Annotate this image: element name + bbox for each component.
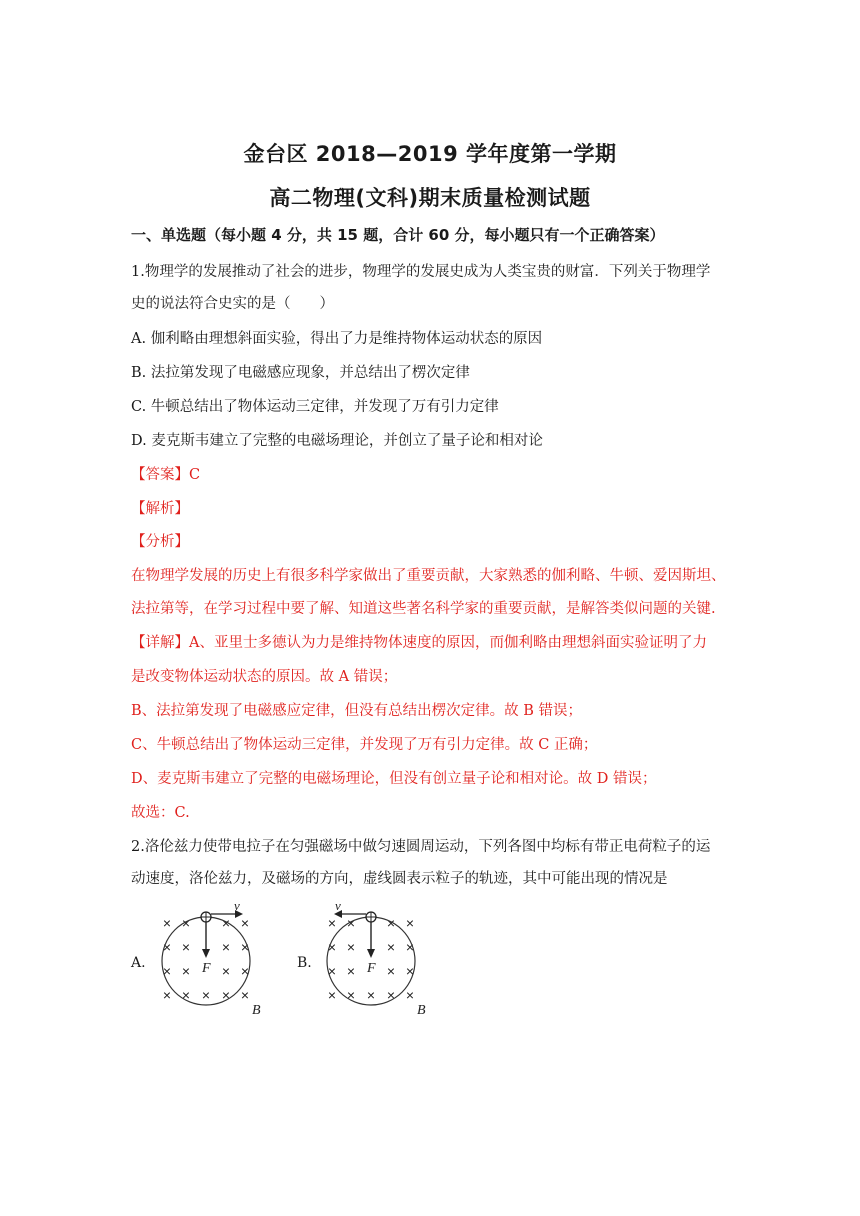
svg-text:×: × bbox=[327, 915, 337, 931]
svg-text:×: × bbox=[327, 939, 337, 955]
svg-text:×: × bbox=[240, 939, 250, 955]
svg-text:×: × bbox=[386, 939, 396, 955]
svg-text:×: × bbox=[346, 987, 356, 1003]
svg-text:×: × bbox=[346, 915, 356, 931]
svg-text:×: × bbox=[240, 963, 250, 979]
q1-choice: 故选：C. bbox=[131, 805, 190, 821]
svg-text:×: × bbox=[346, 963, 356, 979]
document-title: 金台区 2018—2019 学年度第一学期 bbox=[243, 142, 617, 166]
q1-stem-line1: 1.物理学的发展推动了社会的进步，物理学的发展史成为人类宝贵的财富．下列关于物理学 bbox=[131, 264, 711, 280]
q1-detail-c: C、牛顿总结出了物体运动三定律，并发现了万有引力定律。故 C 正确； bbox=[131, 737, 598, 753]
svg-text:×: × bbox=[181, 939, 191, 955]
figure-b-label: B. bbox=[297, 955, 312, 971]
q1-option-d: D. 麦克斯韦建立了完整的电磁场理论，并创立了量子论和相对论 bbox=[131, 433, 543, 449]
document-subtitle: 高二物理(文科)期末质量检测试题 bbox=[269, 186, 591, 210]
figure-a-label: A. bbox=[131, 955, 146, 971]
figure-b-diagram bbox=[315, 900, 430, 1020]
svg-text:×: × bbox=[405, 915, 415, 931]
q1-detail-line2: 是改变物体运动状态的原因。故 A 错误； bbox=[131, 669, 398, 685]
svg-text:×: × bbox=[366, 987, 376, 1003]
q1-detail-d: D、麦克斯韦建立了完整的电磁场理论，但没有创立量子论和相对论。故 D 错误； bbox=[131, 771, 657, 787]
q2-stem-line1: 2.洛伦兹力使带电拉子在匀强磁场中做匀速圆周运动，下列各图中均标有带正电荷粒子的运 bbox=[131, 839, 711, 855]
svg-text:×: × bbox=[386, 987, 396, 1003]
figure-b-f-label: F bbox=[367, 961, 376, 976]
svg-text:×: × bbox=[221, 915, 231, 931]
q1-fenxi-label: 【分析】 bbox=[131, 534, 189, 550]
svg-text:×: × bbox=[405, 939, 415, 955]
svg-text:×: × bbox=[327, 963, 337, 979]
svg-text:×: × bbox=[162, 939, 172, 955]
q1-detail-tag: 【详解】 bbox=[131, 635, 189, 651]
svg-text:×: × bbox=[240, 987, 250, 1003]
svg-text:×: × bbox=[386, 963, 396, 979]
svg-text:×: × bbox=[162, 987, 172, 1003]
figure-a-diagram bbox=[150, 900, 265, 1020]
svg-text:×: × bbox=[221, 963, 231, 979]
q2-stem-line2: 动速度，洛伦兹力，及磁场的方向，虚线圆表示粒子的轨迹，其中可能出现的情况是 bbox=[131, 871, 668, 887]
q1-option-b: B. 法拉第发现了电磁感应现象，并总结出了楞次定律 bbox=[131, 365, 470, 381]
q1-detail-b: B、法拉第发现了电磁感应定律，但没有总结出楞次定律。故 B 错误； bbox=[131, 703, 583, 719]
svg-text:×: × bbox=[405, 987, 415, 1003]
svg-text:×: × bbox=[221, 939, 231, 955]
section-heading: 一、单选题（每小题 4 分，共 15 题，合计 60 分，每小题只有一个正确答案） bbox=[131, 226, 665, 244]
figure-b-v-label: v bbox=[335, 900, 341, 913]
svg-text:×: × bbox=[181, 987, 191, 1003]
figure-a-v-label: v bbox=[234, 900, 240, 913]
q1-detail-line1 bbox=[131, 631, 707, 652]
q1-analysis-line2: 法拉第等，在学习过程中要了解、知道这些著名科学家的重要贡献，是解答类似问题的关键. bbox=[131, 601, 716, 617]
svg-text:×: × bbox=[162, 963, 172, 979]
q1-option-a: A. 伽利略由理想斜面实验，得出了力是维持物体运动状态的原因 bbox=[131, 331, 543, 347]
svg-text:×: × bbox=[181, 915, 191, 931]
svg-text:×: × bbox=[327, 987, 337, 1003]
q1-jiexi-label: 【解析】 bbox=[131, 501, 189, 517]
svg-text:×: × bbox=[201, 987, 211, 1003]
q1-answer: 【答案】C bbox=[131, 467, 201, 483]
figure-a-f-label: F bbox=[202, 961, 211, 976]
svg-text:×: × bbox=[240, 915, 250, 931]
svg-text:×: × bbox=[386, 915, 396, 931]
q1-analysis-line1: 在物理学发展的历史上有很多科学家做出了重要贡献，大家熟悉的伽利略、牛顿、爱因斯坦、 bbox=[131, 568, 726, 584]
svg-text:×: × bbox=[221, 987, 231, 1003]
q1-stem-line2: 史的说法符合史实的是（ ） bbox=[131, 296, 334, 312]
svg-text:×: × bbox=[162, 915, 172, 931]
svg-text:×: × bbox=[405, 963, 415, 979]
figure-b-b-label: B bbox=[417, 1003, 426, 1018]
q1-option-c: C. 牛顿总结出了物体运动三定律，并发现了万有引力定律 bbox=[131, 399, 499, 415]
q1-detail-text: A、亚里士多德认为力是维持物体速度的原因，而伽利略由理想斜面实验证明了力 bbox=[189, 635, 707, 651]
svg-text:×: × bbox=[346, 939, 356, 955]
svg-text:×: × bbox=[181, 963, 191, 979]
figure-a-b-label: B bbox=[252, 1003, 261, 1018]
